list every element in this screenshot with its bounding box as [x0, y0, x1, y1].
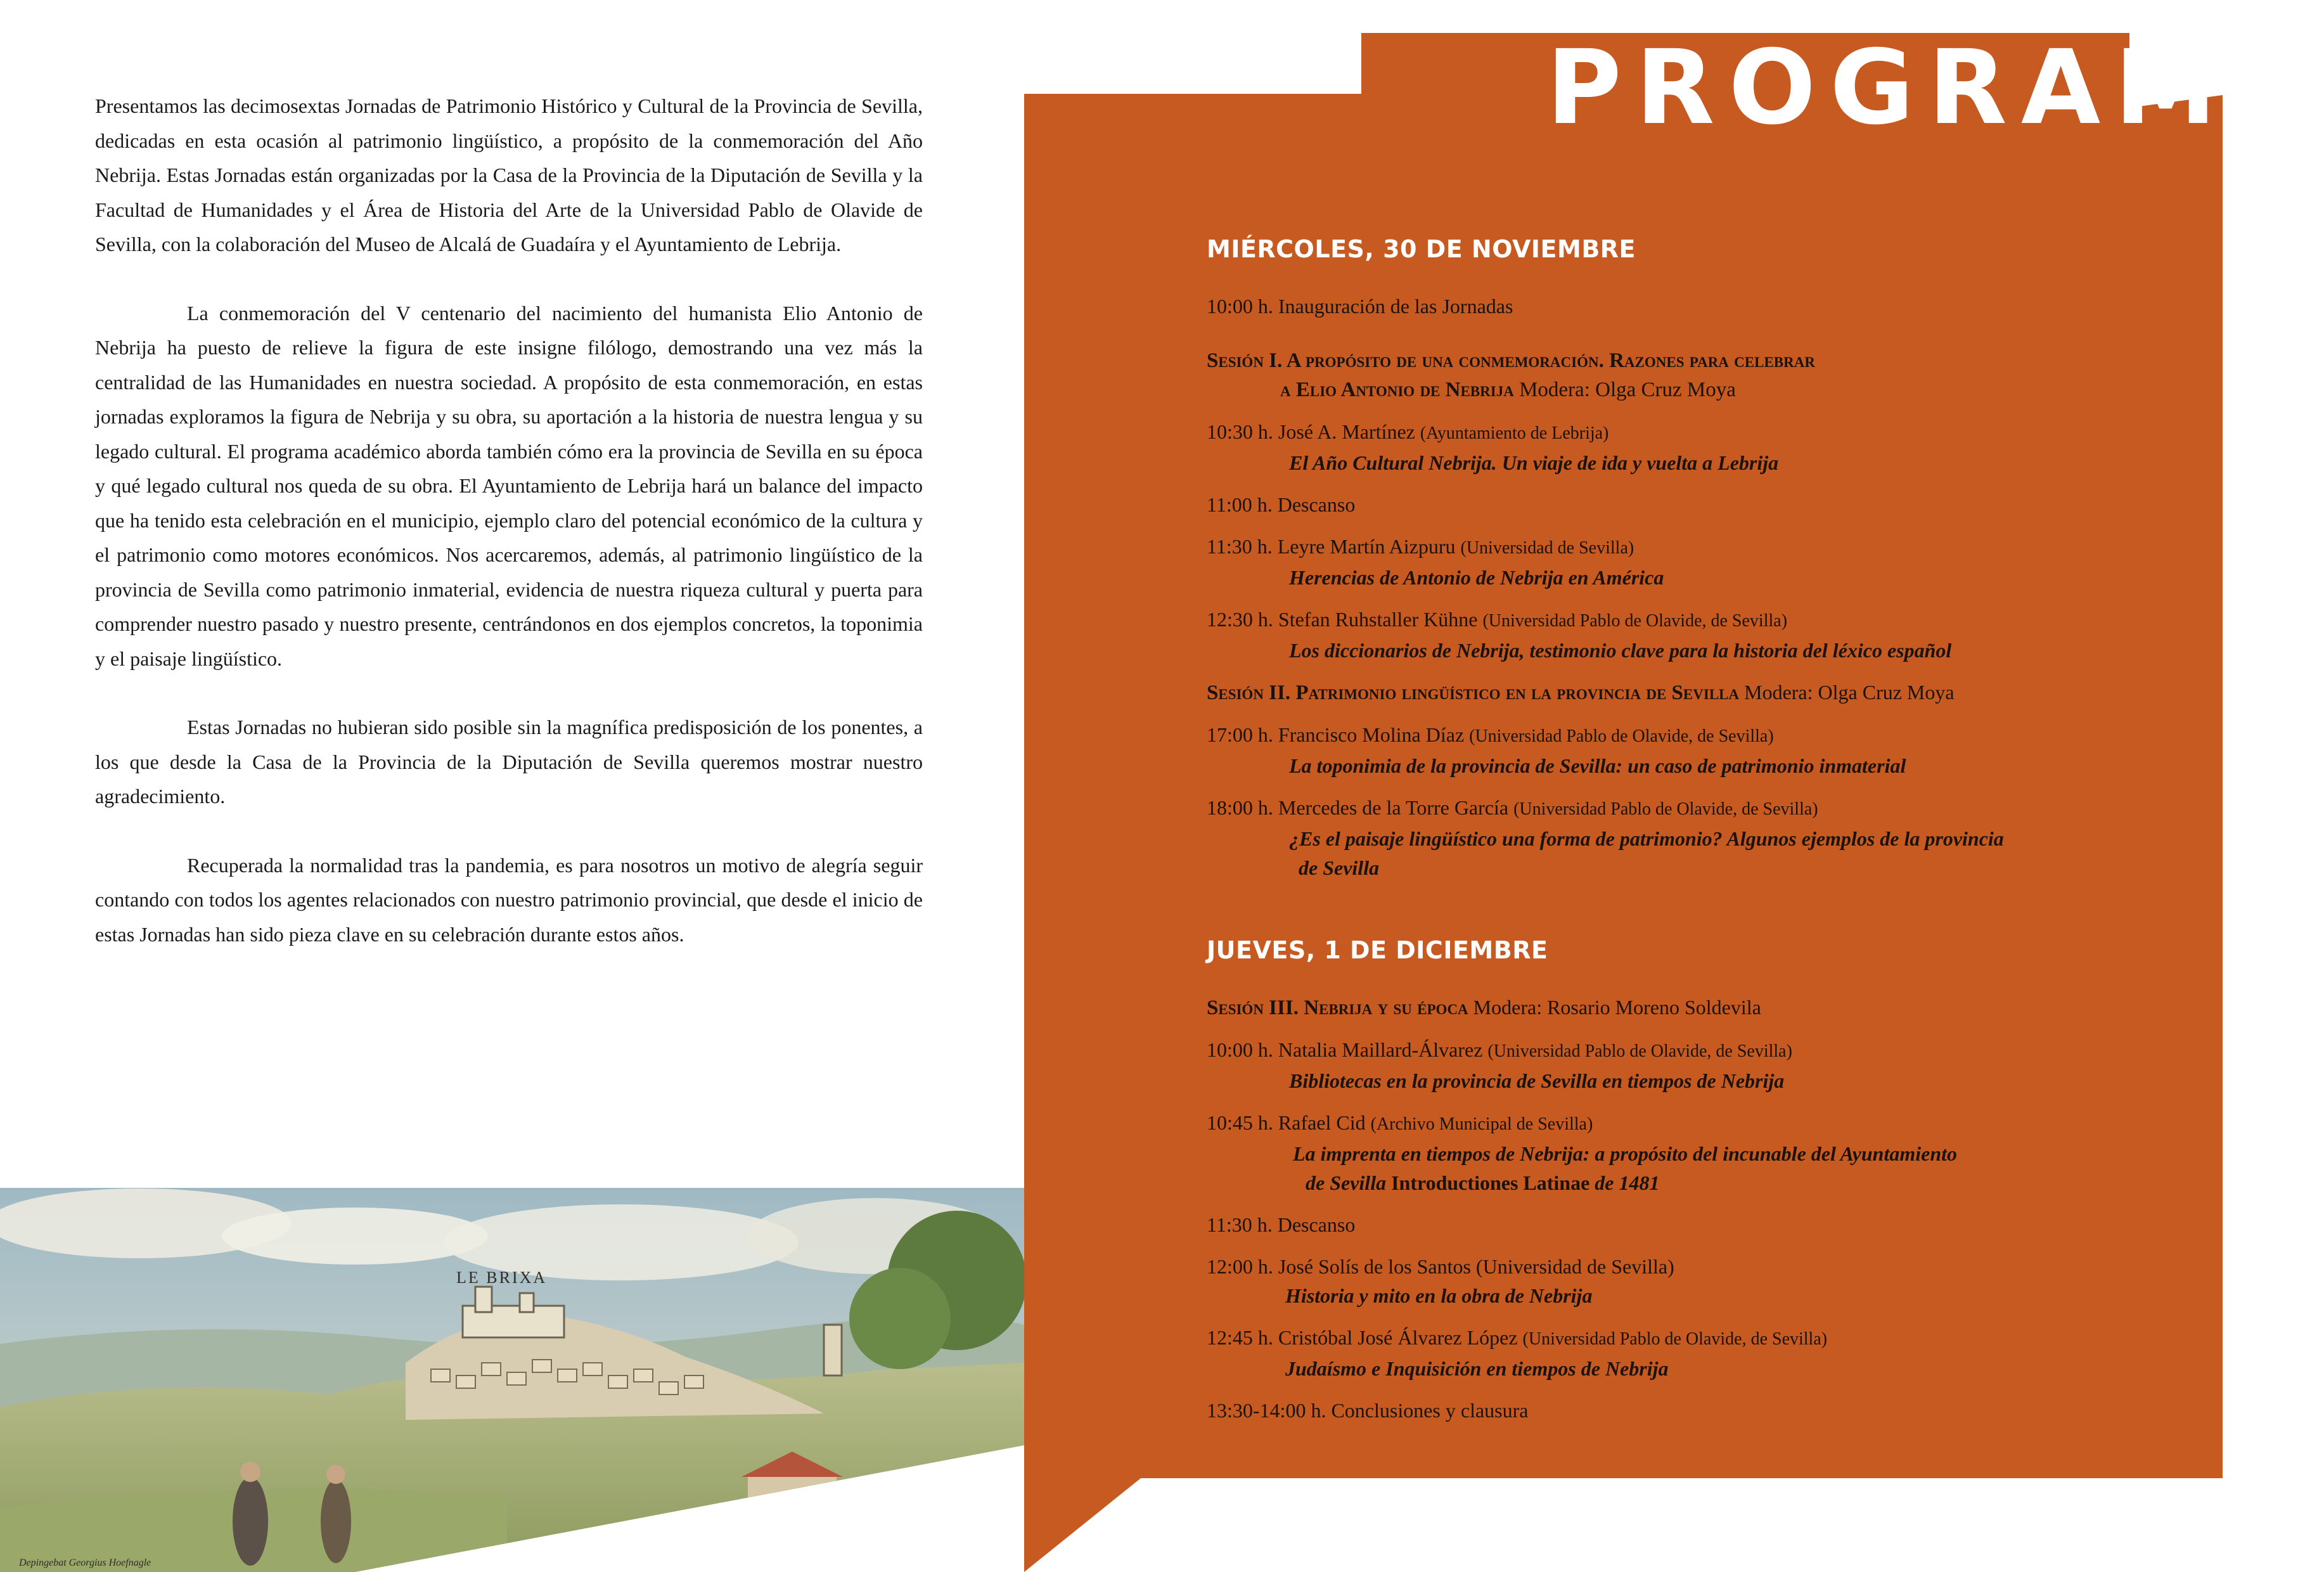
session-1-title-cont: a Elio Antonio de Nebrija Modera: Olga Cruz Moya [1280, 378, 1736, 401]
talk-time-6: 10:00 h. Natalia Maillard-Álvarez (Universidad Pablo de Olavide, de Sevilla) [1207, 1038, 1792, 1061]
talk-time-4: 17:00 h. Francisco Molina Díaz (Universidad Pablo de Olavide, de Sevilla) [1207, 723, 1774, 746]
talk-title-6: Bibliotecas en la provincia de Sevilla en tiempos de Nebrija [1289, 1069, 1785, 1092]
talk-title-8: Historia y mito en la obra de Nebrija [1285, 1284, 1593, 1307]
engraving-town-label: LE BRIXA [456, 1268, 548, 1287]
talk-title-9: Judaísmo e Inquisición en tiempos de Nebrija [1285, 1357, 1669, 1380]
intro-paragraph-2: La conmemoración del V centenario del nacimiento del humanista Elio Antonio de Nebrija ha puesto de relieve la figura de este insigne filólogo, demostrando una vez más la centralidad de las Humanidades en nuestra sociedad. A propósito de esta conmemoración, en estas jornadas exploramos la figura de Nebrija y su obra, su aportación a la historia de nuestra lengua y su legado cultural. El programa académico aborda también cómo era la provincia de Sevilla en su época y qué legado cultural nos queda de su obra. El Ayuntamiento de Lebrija hará un balance del impacto que ha tenido esta celebración en el municipio, ejemplo claro del potencial económico de la cultura y el patrimonio como motores económicos. Nos acercaremos, además, al patrimonio lingüístico de la provincia de Sevilla como patrimonio inmaterial, evidencia de nuestra riqueza cultural y puerta para comprender nuestro pasado y nuestro presente, centrándonos en dos ejemplos concretos, la toponimia y el paisaje lingüístico. [95, 301, 923, 670]
session-3-title: Sesión III. Nebrija y su época Modera: Rosario Moreno Soldevila [1207, 996, 1761, 1019]
talk-time-5: 18:00 h. Mercedes de la Torre García (Universidad Pablo de Olavide, de Sevilla) [1207, 796, 1818, 819]
talk-time-7: 10:45 h. Rafael Cid (Archivo Municipal de Sevilla) [1207, 1111, 1593, 1134]
closing-line: 13:30-14:00 h. Conclusiones y clausura [1207, 1399, 1529, 1422]
talk-time-3: 12:30 h. Stefan Ruhstaller Kühne (Universidad Pablo de Olavide, de Sevilla) [1207, 608, 1788, 631]
talk-time-8: 12:00 h. José Solís de los Santos (Universidad de Sevilla) [1207, 1255, 1674, 1278]
session-2-title: Sesión II. Patrimonio lingüístico en la provincia de Sevilla Modera: Olga Cruz Moya [1207, 681, 1955, 704]
talk-title-7-cont: de Sevilla Introductiones Latinae de 1481 [1306, 1171, 1660, 1194]
talk-title-2: Herencias de Antonio de Nebrija en América [1289, 566, 1664, 589]
intro-paragraph-1: Presentamos las decimosextas Jornadas de Patrimonio Histórico y Cultural de la Provincia de Sevilla, dedicadas en esta ocasión al patrimonio lingüístico, a propósito de la conmemoración del Año Nebrija. Estas Jornadas están organizadas por la Casa de la Provincia de la Diputación de Sevilla y la Facultad de Humanidades y el Área de Historia del Arte de la Universidad Pablo de Olavide de Sevilla, con la colaboración del Museo de Alcalá de Guadaíra y el Ayuntamiento de Lebrija. [95, 94, 923, 255]
talk-time-9: 12:45 h. Cristóbal José Álvarez López (Universidad Pablo de Olavide, de Sevilla) [1207, 1326, 1828, 1349]
talk-title-5: ¿Es el paisaje lingüístico una forma de patrimonio? Algunos ejemplos de la provincia [1289, 827, 2004, 850]
talk-title-3: Los diccionarios de Nebrija, testimonio clave para la historia del léxico español [1289, 639, 1952, 662]
program-content [1207, 235, 2113, 1425]
talk-title-4: La toponimia de la provincia de Sevilla: un caso de patrimonio inmaterial [1289, 754, 1906, 777]
talk-time-2: 11:30 h. Leyre Martín Aizpuru (Universidad de Sevilla) [1207, 535, 1634, 558]
program-title: PROGRAMA [1546, 29, 2324, 148]
talk-title-5-cont: de Sevilla [1299, 856, 1380, 879]
intro-paragraph-3: Estas Jornadas no hubieran sido posible sin la magnífica predisposición de los ponentes, a los que desde la Casa de la Provincia de la Diputación de Sevilla queremos mostrar nuestro agradecimiento. [95, 716, 923, 808]
talk-time-1: 10:30 h. José A. Martínez (Ayuntamiento de Lebrija) [1207, 420, 1609, 443]
session-1-title: Sesión I. A propósito de una conmemoración. Razones para celebrar [1207, 349, 1815, 372]
opening-line: 10:00 h. Inauguración de las Jornadas [1207, 295, 1513, 318]
talk-title-1: El Año Cultural Nebrija. Un viaje de ida y vuelta a Lebrija [1289, 451, 1779, 474]
talk-title-7: La imprenta en tiempos de Nebrija: a propósito del incunable del Ayuntamiento [1293, 1142, 1957, 1165]
day-heading-thursday: JUEVES, 1 DE DICIEMBRE [1207, 936, 1548, 964]
intro-paragraph-4: Recuperada la normalidad tras la pandemia, es para nosotros un motivo de alegría seguir contando con todos los agentes relacionados con nuestro patrimonio provincial, que desde el inicio de estas Jornadas han sido pieza clave en su celebración durante estos años. [95, 853, 923, 946]
intro-text [95, 89, 923, 986]
break-2: 11:30 h. Descanso [1207, 1213, 1356, 1236]
day-heading-wednesday: MIÉRCOLES, 30 DE NOVIEMBRE [1207, 235, 1636, 263]
engraving-signature: Depingebat Georgius Hoefnagle [19, 1557, 151, 1568]
break-1: 11:00 h. Descanso [1207, 493, 1356, 516]
